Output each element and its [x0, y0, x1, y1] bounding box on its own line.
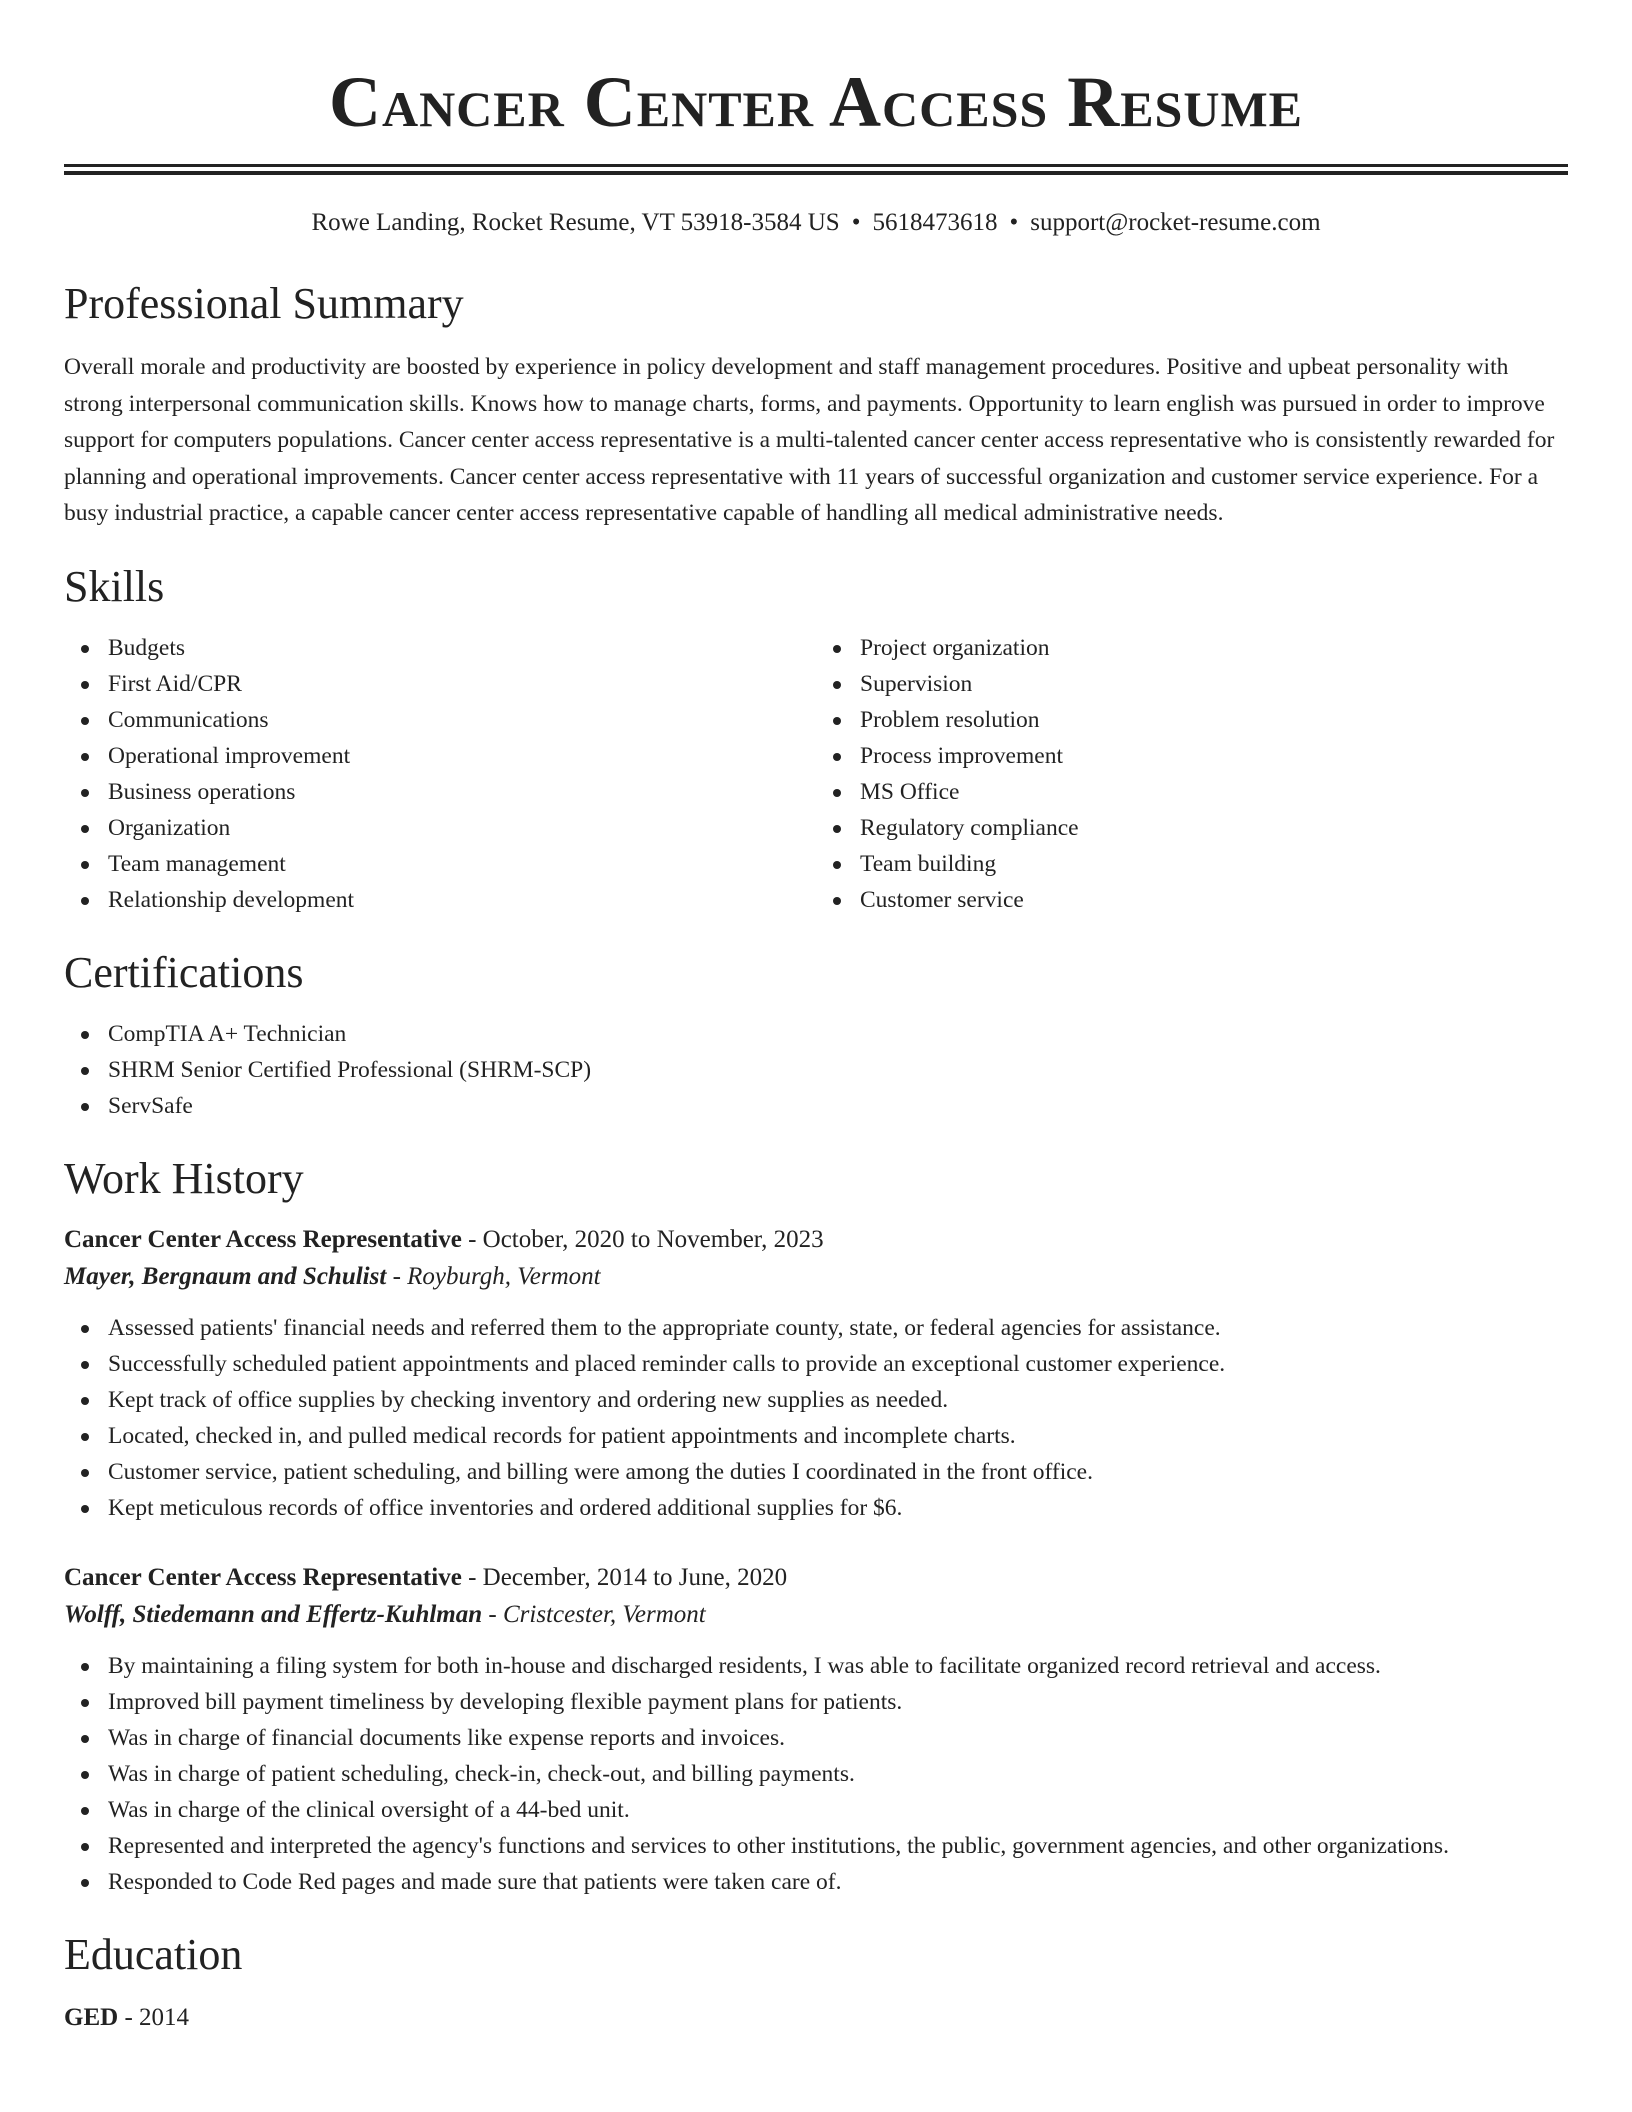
- skill-item: Project organization: [860, 630, 1568, 666]
- contact-separator: •: [1009, 209, 1019, 236]
- job-duty: Was in charge of the clinical oversight of a 44-bed unit.: [108, 1792, 1568, 1828]
- job-duty: By maintaining a filing system for both in-house and discharged residents, I was able to facilitate organized record retrieval and access.: [108, 1648, 1568, 1684]
- job-duty: Was in charge of patient scheduling, check-in, check-out, and billing payments.: [108, 1756, 1568, 1792]
- contact-line: [64, 207, 1568, 239]
- job-dates: - October, 2020 to November, 2023: [461, 1225, 824, 1253]
- skills-grid: [64, 630, 1568, 918]
- skills-list-right: [816, 630, 1568, 918]
- title-divider: [64, 164, 1568, 175]
- job-location: - Royburgh, Vermont: [386, 1262, 601, 1290]
- job-duties-list: [64, 1648, 1568, 1900]
- skill-item: MS Office: [860, 774, 1568, 810]
- job-duty: Improved bill payment timeliness by developing flexible payment plans for patients.: [108, 1684, 1568, 1720]
- summary-paragraph: Overall morale and productivity are boosted by experience in policy development and staff management procedures. Positive and upbeat personality with strong interpersonal communication skills. Knows how to manage charts, forms, and payments. Opportunity to learn english was pursued in order to improve support for computers populations. Cancer center access representative is a multi-talented cancer center access representative who is consistently rewarded for planning and operational improvements. Cancer center access representative with 11 years of successful organization and customer service experience. For a busy industrial practice, a capable cancer center access representative capable of handling all medical administrative needs.: [64, 354, 1555, 526]
- skill-item: Business operations: [108, 774, 816, 810]
- job-role: Cancer Center Access Representative: [64, 1563, 462, 1591]
- job-employer: [64, 1258, 1568, 1296]
- job-duty: Responded to Code Red pages and made sure that patients were taken care of.: [108, 1864, 1568, 1900]
- contact-address: Rowe Landing, Rocket Resume, VT 53918-3584 US: [311, 209, 840, 236]
- job-duty: Customer service, patient scheduling, and billing were among the duties I coordinated in the front office.: [108, 1454, 1568, 1490]
- job-duty: Kept track of office supplies by checking inventory and ordering new supplies as needed.: [108, 1382, 1568, 1418]
- job-duties-list: [64, 1310, 1568, 1526]
- job-location: - Cristcester, Vermont: [482, 1600, 706, 1628]
- certification-item: ServSafe: [108, 1088, 1568, 1124]
- job-duty: Located, checked in, and pulled medical records for patient appointments and incomplete charts.: [108, 1418, 1568, 1454]
- skill-item: Problem resolution: [860, 702, 1568, 738]
- skill-item: Customer service: [860, 882, 1568, 918]
- education-degree: GED: [64, 2003, 119, 2031]
- section-heading-certifications: Certifications: [64, 947, 304, 997]
- job-duty: Kept meticulous records of office inventories and ordered additional supplies for $6.: [108, 1490, 1568, 1526]
- section-heading-work-history: Work History: [64, 1153, 304, 1203]
- skill-item: Operational improvement: [108, 738, 816, 774]
- skill-item: Communications: [108, 702, 816, 738]
- skill-item: Budgets: [108, 630, 816, 666]
- section-heading-skills: Skills: [64, 561, 165, 611]
- skill-item: First Aid/CPR: [108, 666, 816, 702]
- skill-item: Team management: [108, 846, 816, 882]
- education-entry: [64, 2000, 1568, 2036]
- job-employer: [64, 1596, 1568, 1634]
- job-entry: [64, 1222, 1568, 1526]
- skill-item: Supervision: [860, 666, 1568, 702]
- job-duty: Represented and interpreted the agency's functions and services to other institutions, the public, government agencies, and other organizations.: [108, 1828, 1568, 1864]
- job-dates: - December, 2014 to June, 2020: [461, 1563, 788, 1591]
- job-duty: Successfully scheduled patient appointments and placed reminder calls to provide an exceptional customer experience.: [108, 1346, 1568, 1382]
- job-role: Cancer Center Access Representative: [64, 1225, 462, 1253]
- job-duty: Assessed patients' financial needs and referred them to the appropriate county, state, or federal agencies for assistance.: [108, 1310, 1568, 1346]
- skill-item: Team building: [860, 846, 1568, 882]
- job-entry: [64, 1560, 1568, 1900]
- job-duty: Was in charge of financial documents like expense reports and invoices.: [108, 1720, 1568, 1756]
- contact-phone: 5618473618: [872, 209, 998, 236]
- resume-title: Cancer Center Access Resume: [328, 62, 1304, 142]
- contact-separator: •: [851, 209, 861, 236]
- contact-email: support@rocket-resume.com: [1030, 209, 1321, 236]
- section-heading-education: Education: [64, 1929, 243, 1979]
- skills-list-left: [64, 630, 816, 918]
- job-company: Mayer, Bergnaum and Schulist: [64, 1262, 387, 1290]
- skill-item: Regulatory compliance: [860, 810, 1568, 846]
- job-heading: [64, 1222, 1568, 1258]
- section-heading-summary: Professional Summary: [64, 279, 464, 328]
- job-heading: [64, 1560, 1568, 1596]
- job-company: Wolff, Stiedemann and Effertz-Kuhlman: [64, 1600, 483, 1628]
- certification-item: SHRM Senior Certified Professional (SHRM-SCP): [108, 1052, 1568, 1088]
- skill-item: Process improvement: [860, 738, 1568, 774]
- certification-item: CompTIA A+ Technician: [108, 1016, 1568, 1052]
- certifications-list: [64, 1016, 1568, 1124]
- skill-item: Relationship development: [108, 882, 816, 918]
- skill-item: Organization: [108, 810, 816, 846]
- education-year: - 2014: [118, 2003, 190, 2031]
